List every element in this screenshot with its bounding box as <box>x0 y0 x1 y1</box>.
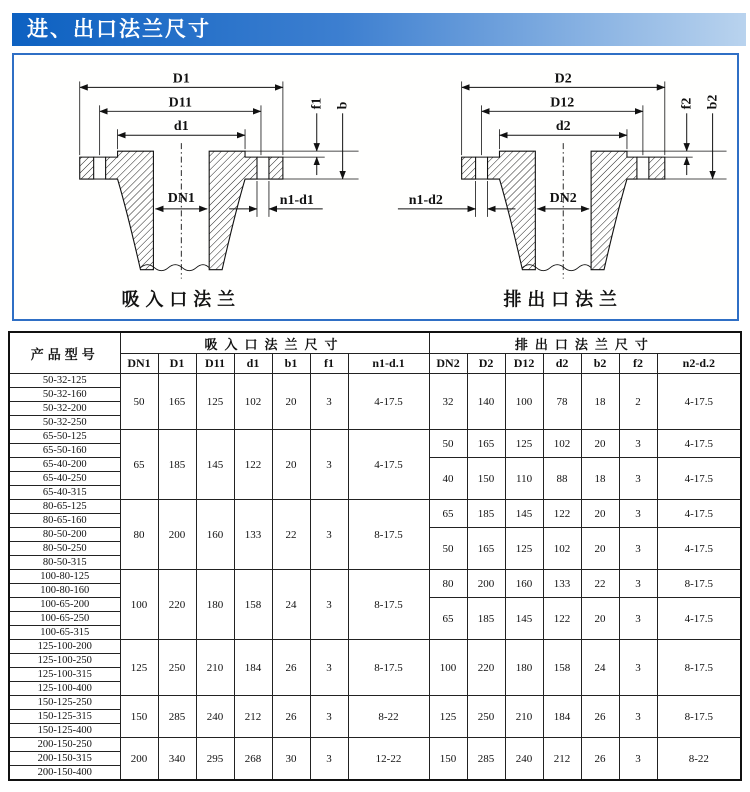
discharge-value-cell: 200 <box>467 570 505 598</box>
suction-value-cell: 3 <box>310 696 348 738</box>
discharge-value-cell: 8-17.5 <box>657 570 741 598</box>
suction-face-height-label: f1 <box>309 97 325 110</box>
discharge-value-cell: 125 <box>429 696 467 738</box>
discharge-value-cell: 22 <box>581 570 619 598</box>
suction-value-cell: 200 <box>158 500 196 570</box>
suction-value-cell: 125 <box>120 640 158 696</box>
suction-col-6: n1-d.1 <box>348 354 429 374</box>
discharge-value-cell: 102 <box>543 528 581 570</box>
suction-bore-label: DN1 <box>167 190 195 206</box>
discharge-value-cell: 4-17.5 <box>657 500 741 528</box>
discharge-value-cell: 88 <box>543 458 581 500</box>
product-model-cell: 80-65-160 <box>9 514 120 528</box>
discharge-group-header: 排出口法兰尺寸 <box>429 332 741 354</box>
table-row <box>9 430 741 444</box>
discharge-value-cell: 212 <box>543 738 581 781</box>
suction-value-cell: 102 <box>234 374 272 430</box>
suction-value-cell: 26 <box>272 696 310 738</box>
suction-value-cell: 3 <box>310 738 348 781</box>
discharge-value-cell: 185 <box>467 598 505 640</box>
discharge-value-cell: 18 <box>581 458 619 500</box>
discharge-value-cell: 40 <box>429 458 467 500</box>
discharge-caption: 排出口法兰 <box>503 289 623 310</box>
suction-col-0: DN1 <box>120 354 158 374</box>
discharge-value-cell: 65 <box>429 500 467 528</box>
product-model-cell: 100-80-125 <box>9 570 120 584</box>
suction-value-cell: 3 <box>310 430 348 500</box>
discharge-value-cell: 50 <box>429 528 467 570</box>
discharge-value-cell: 185 <box>467 500 505 528</box>
discharge-thickness-label: b2 <box>705 94 721 110</box>
suction-bolt-circle-label: D11 <box>168 95 192 111</box>
suction-value-cell: 133 <box>234 500 272 570</box>
suction-col-4: b1 <box>272 354 310 374</box>
product-model-cell: 100-80-160 <box>9 584 120 598</box>
product-model-cell: 150-125-250 <box>9 696 120 710</box>
suction-value-cell: 12-22 <box>348 738 429 781</box>
discharge-value-cell: 158 <box>543 640 581 696</box>
suction-raised-face-label: d1 <box>173 119 189 135</box>
suction-thickness-label: b <box>335 101 351 110</box>
discharge-value-cell: 145 <box>505 598 543 640</box>
table-body <box>9 374 741 781</box>
suction-value-cell: 24 <box>272 570 310 640</box>
discharge-value-cell: 3 <box>619 430 657 458</box>
table-row <box>9 374 741 388</box>
discharge-value-cell: 24 <box>581 640 619 696</box>
discharge-value-cell: 26 <box>581 738 619 781</box>
suction-value-cell: 8-17.5 <box>348 570 429 640</box>
discharge-value-cell: 3 <box>619 598 657 640</box>
product-model-cell: 80-50-250 <box>9 542 120 556</box>
suction-value-cell: 4-17.5 <box>348 374 429 430</box>
discharge-value-cell: 26 <box>581 696 619 738</box>
discharge-bore-label: DN2 <box>549 190 577 206</box>
discharge-value-cell: 165 <box>467 430 505 458</box>
product-model-cell: 80-50-200 <box>9 528 120 542</box>
discharge-value-cell: 4-17.5 <box>657 374 741 430</box>
product-model-cell: 65-40-315 <box>9 486 120 500</box>
discharge-outer-diameter-label: D2 <box>554 71 572 87</box>
discharge-value-cell: 3 <box>619 500 657 528</box>
discharge-value-cell: 20 <box>581 430 619 458</box>
suction-value-cell: 125 <box>196 374 234 430</box>
discharge-value-cell: 2 <box>619 374 657 430</box>
discharge-value-cell: 20 <box>581 598 619 640</box>
product-model-cell: 50-32-200 <box>9 402 120 416</box>
suction-value-cell: 180 <box>196 570 234 640</box>
product-model-cell: 150-125-315 <box>9 710 120 724</box>
suction-value-cell: 8-22 <box>348 696 429 738</box>
discharge-value-cell: 240 <box>505 738 543 781</box>
suction-value-cell: 210 <box>196 640 234 696</box>
suction-value-cell: 30 <box>272 738 310 781</box>
suction-col-3: d1 <box>234 354 272 374</box>
discharge-value-cell: 125 <box>505 528 543 570</box>
product-model-cell: 65-50-160 <box>9 444 120 458</box>
discharge-value-cell: 32 <box>429 374 467 430</box>
discharge-value-cell: 210 <box>505 696 543 738</box>
suction-value-cell: 3 <box>310 570 348 640</box>
product-model-cell: 50-32-250 <box>9 416 120 430</box>
suction-flange-diagram <box>14 55 376 319</box>
suction-col-1: D1 <box>158 354 196 374</box>
suction-value-cell: 26 <box>272 640 310 696</box>
suction-value-cell: 80 <box>120 500 158 570</box>
suction-outer-diameter-label: D1 <box>172 71 190 87</box>
discharge-value-cell: 50 <box>429 430 467 458</box>
table-header <box>9 332 741 374</box>
product-model-cell: 80-50-315 <box>9 556 120 570</box>
flange-diagrams-panel <box>12 53 739 321</box>
discharge-flange-diagram <box>376 55 738 319</box>
discharge-value-cell: 18 <box>581 374 619 430</box>
discharge-value-cell: 4-17.5 <box>657 458 741 500</box>
discharge-value-cell: 150 <box>467 458 505 500</box>
suction-value-cell: 295 <box>196 738 234 781</box>
discharge-value-cell: 285 <box>467 738 505 781</box>
suction-value-cell: 8-17.5 <box>348 500 429 570</box>
discharge-value-cell: 78 <box>543 374 581 430</box>
flange-dimensions-table <box>8 331 742 781</box>
product-model-cell: 100-65-250 <box>9 612 120 626</box>
discharge-value-cell: 4-17.5 <box>657 528 741 570</box>
discharge-value-cell: 3 <box>619 738 657 781</box>
suction-value-cell: 22 <box>272 500 310 570</box>
suction-value-cell: 50 <box>120 374 158 430</box>
suction-value-cell: 3 <box>310 500 348 570</box>
table-row <box>9 738 741 752</box>
product-model-cell: 65-40-250 <box>9 472 120 486</box>
product-model-cell: 200-150-400 <box>9 766 120 781</box>
suction-value-cell: 240 <box>196 696 234 738</box>
suction-value-cell: 250 <box>158 640 196 696</box>
suction-value-cell: 184 <box>234 640 272 696</box>
discharge-value-cell: 100 <box>429 640 467 696</box>
discharge-value-cell: 122 <box>543 500 581 528</box>
discharge-value-cell: 4-17.5 <box>657 430 741 458</box>
discharge-face-height-label: f2 <box>679 97 695 110</box>
discharge-value-cell: 220 <box>467 640 505 696</box>
discharge-value-cell: 65 <box>429 598 467 640</box>
discharge-value-cell: 20 <box>581 528 619 570</box>
product-model-cell: 50-32-160 <box>9 388 120 402</box>
discharge-value-cell: 250 <box>467 696 505 738</box>
product-model-cell: 80-65-125 <box>9 500 120 514</box>
suction-value-cell: 3 <box>310 374 348 430</box>
discharge-col-1: D2 <box>467 354 505 374</box>
page-title-bar <box>12 13 746 46</box>
product-model-cell: 200-150-315 <box>9 752 120 766</box>
product-model-cell: 100-65-200 <box>9 598 120 612</box>
suction-bolt-holes-label: n1-d1 <box>279 192 314 208</box>
table-row <box>9 500 741 514</box>
discharge-value-cell: 100 <box>505 374 543 430</box>
product-model-cell: 150-125-400 <box>9 724 120 738</box>
discharge-raised-face-label: d2 <box>555 119 571 135</box>
table-row <box>9 640 741 654</box>
discharge-value-cell: 80 <box>429 570 467 598</box>
discharge-value-cell: 4-17.5 <box>657 598 741 640</box>
suction-value-cell: 145 <box>196 430 234 500</box>
product-model-header: 产品型号 <box>9 332 120 374</box>
discharge-value-cell: 165 <box>467 528 505 570</box>
discharge-value-cell: 122 <box>543 598 581 640</box>
suction-value-cell: 100 <box>120 570 158 640</box>
discharge-value-cell: 125 <box>505 430 543 458</box>
product-model-cell: 125-100-200 <box>9 640 120 654</box>
product-model-cell: 200-150-250 <box>9 738 120 752</box>
suction-value-cell: 160 <box>196 500 234 570</box>
discharge-value-cell: 180 <box>505 640 543 696</box>
table-row <box>9 696 741 710</box>
discharge-value-cell: 145 <box>505 500 543 528</box>
suction-value-cell: 158 <box>234 570 272 640</box>
discharge-value-cell: 8-22 <box>657 738 741 781</box>
discharge-bolt-circle-label: D12 <box>549 95 574 111</box>
suction-value-cell: 4-17.5 <box>348 430 429 500</box>
suction-group-header: 吸入口法兰尺寸 <box>120 332 429 354</box>
suction-value-cell: 8-17.5 <box>348 640 429 696</box>
discharge-value-cell: 3 <box>619 640 657 696</box>
product-model-cell: 65-50-125 <box>9 430 120 444</box>
discharge-col-5: f2 <box>619 354 657 374</box>
discharge-col-3: d2 <box>543 354 581 374</box>
discharge-value-cell: 20 <box>581 500 619 528</box>
suction-value-cell: 20 <box>272 430 310 500</box>
discharge-col-4: b2 <box>581 354 619 374</box>
suction-value-cell: 185 <box>158 430 196 500</box>
discharge-value-cell: 3 <box>619 570 657 598</box>
suction-col-2: D11 <box>196 354 234 374</box>
table-row <box>9 570 741 584</box>
product-model-cell: 125-100-400 <box>9 682 120 696</box>
product-model-cell: 125-100-250 <box>9 654 120 668</box>
suction-value-cell: 340 <box>158 738 196 781</box>
product-model-cell: 50-32-125 <box>9 374 120 388</box>
suction-value-cell: 3 <box>310 640 348 696</box>
suction-value-cell: 285 <box>158 696 196 738</box>
suction-value-cell: 220 <box>158 570 196 640</box>
suction-value-cell: 150 <box>120 696 158 738</box>
discharge-value-cell: 3 <box>619 528 657 570</box>
discharge-value-cell: 150 <box>429 738 467 781</box>
suction-value-cell: 20 <box>272 374 310 430</box>
suction-col-5: f1 <box>310 354 348 374</box>
suction-value-cell: 200 <box>120 738 158 781</box>
discharge-value-cell: 140 <box>467 374 505 430</box>
product-model-cell: 100-65-315 <box>9 626 120 640</box>
discharge-value-cell: 133 <box>543 570 581 598</box>
suction-caption: 吸入口法兰 <box>121 289 242 310</box>
discharge-value-cell: 184 <box>543 696 581 738</box>
discharge-value-cell: 3 <box>619 696 657 738</box>
suction-value-cell: 212 <box>234 696 272 738</box>
discharge-value-cell: 8-17.5 <box>657 696 741 738</box>
suction-value-cell: 165 <box>158 374 196 430</box>
discharge-bolt-holes-label: n1-d2 <box>408 192 443 208</box>
discharge-value-cell: 3 <box>619 458 657 500</box>
product-model-cell: 65-40-200 <box>9 458 120 472</box>
discharge-col-2: D12 <box>505 354 543 374</box>
suction-value-cell: 268 <box>234 738 272 781</box>
discharge-col-6: n2-d.2 <box>657 354 741 374</box>
page-title: 进、出口法兰尺寸 <box>27 17 211 41</box>
discharge-col-0: DN2 <box>429 354 467 374</box>
suction-value-cell: 65 <box>120 430 158 500</box>
product-model-cell: 125-100-315 <box>9 668 120 682</box>
discharge-value-cell: 160 <box>505 570 543 598</box>
discharge-value-cell: 110 <box>505 458 543 500</box>
discharge-value-cell: 102 <box>543 430 581 458</box>
discharge-value-cell: 8-17.5 <box>657 640 741 696</box>
suction-value-cell: 122 <box>234 430 272 500</box>
